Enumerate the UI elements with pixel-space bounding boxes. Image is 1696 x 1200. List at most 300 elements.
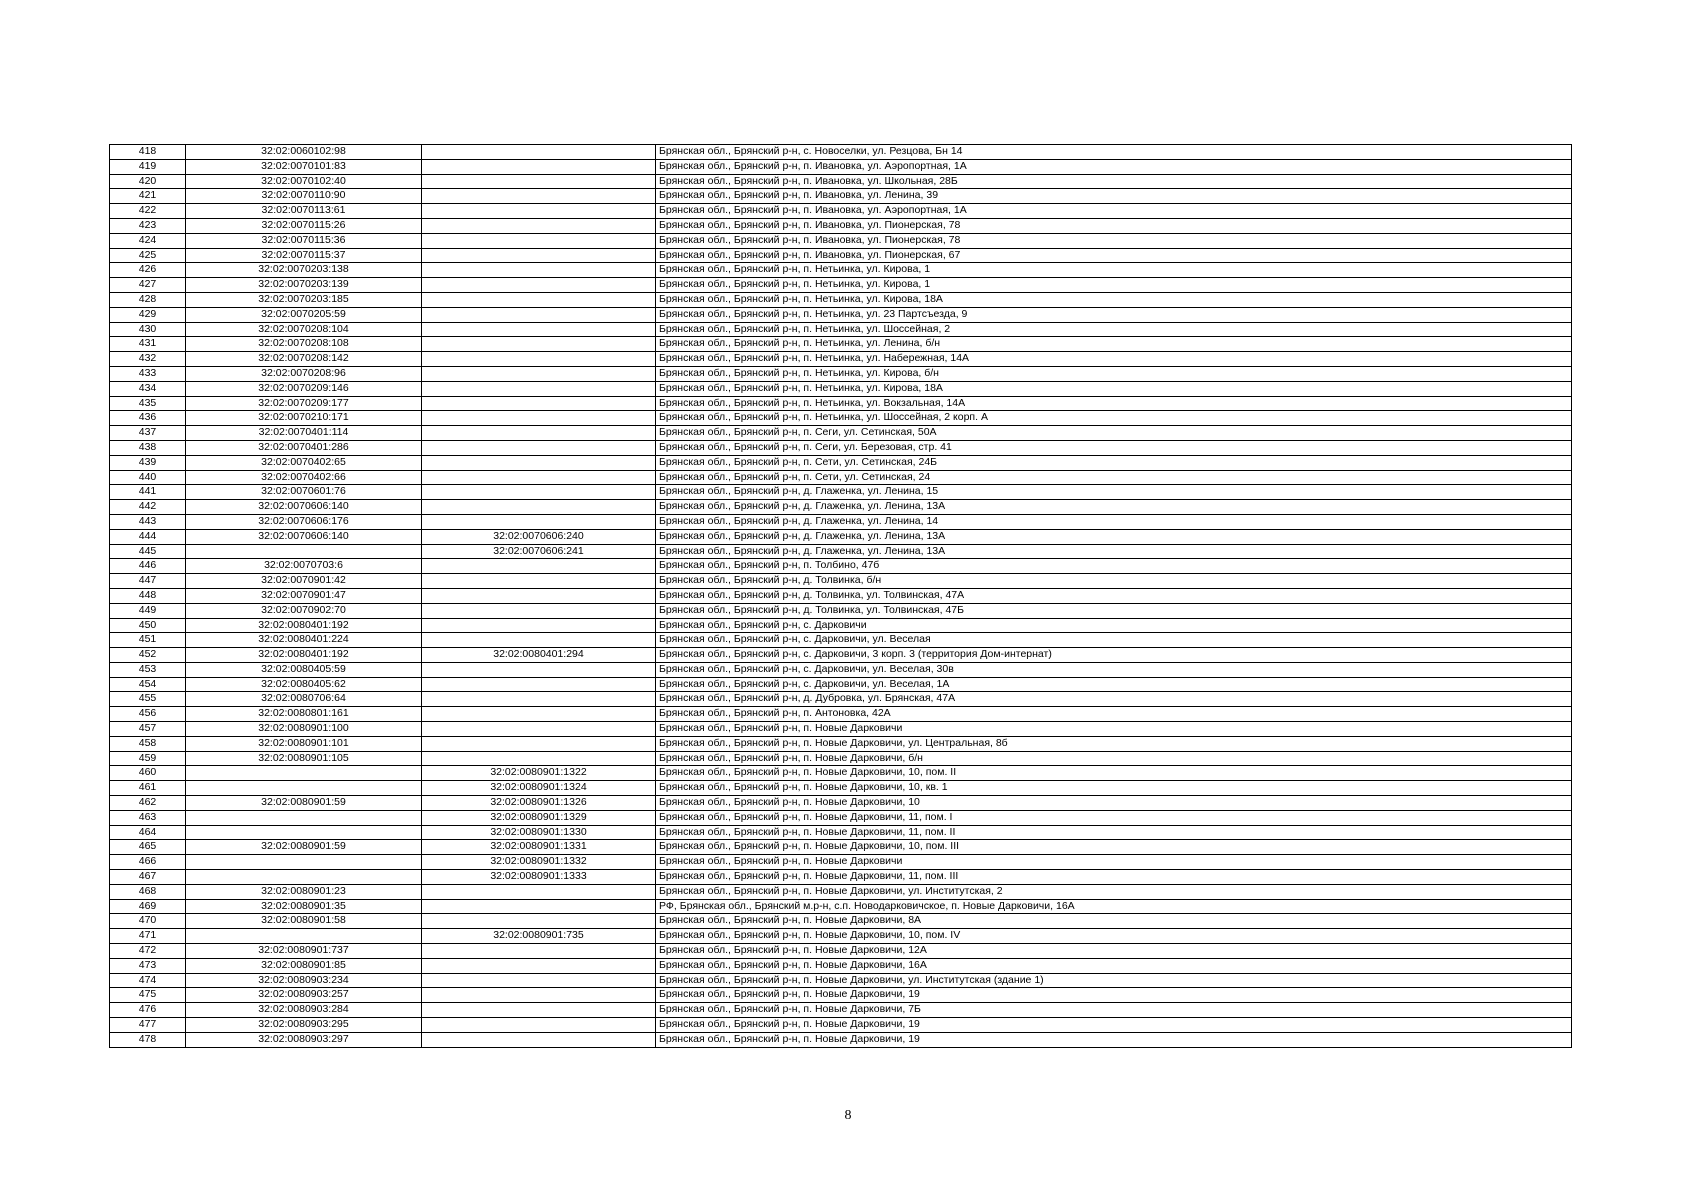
table-row [110,396,1572,411]
address-cell: Брянская обл., Брянский р-н, п. Новые Дарковичи, 8А [656,914,1572,929]
address-cell: Брянская обл., Брянский р-н, п. Нетьинка, ул. Кирова, б/н [656,366,1572,381]
address-cell: Брянская обл., Брянский р-н, с. Дарковичи, ул. Веселая, 1А [656,677,1572,692]
table-row [110,1032,1572,1047]
address-cell: Брянская обл., Брянский р-н, п. Нетьинка, ул. Вокзальная, 14А [656,396,1572,411]
address-cell: Брянская обл., Брянский р-н, п. Ивановка, ул. Пионерская, 78 [656,233,1572,248]
linked-cadastral-number-cell: 32:02:0070606:240 [422,529,656,544]
table-row [110,574,1572,589]
linked-cadastral-number-cell [422,884,656,899]
row-number-cell: 421 [110,189,186,204]
cadastral-number-cell: 32:02:0070115:37 [186,248,422,263]
linked-cadastral-number-cell [422,248,656,263]
table-row [110,233,1572,248]
linked-cadastral-number-cell [422,988,656,1003]
linked-cadastral-number-cell [422,1003,656,1018]
address-cell: Брянская обл., Брянский р-н, д. Толвинка, б/н [656,574,1572,589]
table-row [110,485,1572,500]
address-cell: Брянская обл., Брянский р-н, п. Ивановка, ул. Аэропортная, 1А [656,159,1572,174]
cadastral-number-cell: 32:02:0080405:59 [186,662,422,677]
address-cell: Брянская обл., Брянский р-н, д. Дубровка, ул. Брянская, 47А [656,692,1572,707]
linked-cadastral-number-cell [422,218,656,233]
row-number-cell: 457 [110,722,186,737]
table-row [110,870,1572,885]
address-cell: Брянская обл., Брянский р-н, п. Новые Дарковичи [656,855,1572,870]
table-row [110,914,1572,929]
linked-cadastral-number-cell [422,426,656,441]
table-row [110,470,1572,485]
cadastral-number-cell: 32:02:0080901:100 [186,722,422,737]
cadastral-number-cell: 32:02:0070110:90 [186,189,422,204]
row-number-cell: 436 [110,411,186,426]
linked-cadastral-number-cell: 32:02:0080901:1324 [422,781,656,796]
address-cell: РФ, Брянская обл., Брянский м.р-н, с.п. Новодарковичское, п. Новые Дарковичи, 16А [656,899,1572,914]
linked-cadastral-number-cell: 32:02:0080901:1332 [422,855,656,870]
row-number-cell: 458 [110,736,186,751]
row-number-cell: 478 [110,1032,186,1047]
linked-cadastral-number-cell [422,588,656,603]
linked-cadastral-number-cell [422,396,656,411]
row-number-cell: 465 [110,840,186,855]
linked-cadastral-number-cell [422,958,656,973]
cadastral-number-cell: 32:02:0080903:295 [186,1018,422,1033]
linked-cadastral-number-cell: 32:02:0080901:735 [422,929,656,944]
table-row [110,337,1572,352]
cadastral-number-cell [186,825,422,840]
cadastral-number-cell [186,870,422,885]
row-number-cell: 433 [110,366,186,381]
table-row [110,633,1572,648]
cadastral-number-cell: 32:02:0080401:192 [186,648,422,663]
cadastral-number-cell: 32:02:0070902:70 [186,603,422,618]
table-row [110,352,1572,367]
table-row [110,677,1572,692]
table-row [110,1003,1572,1018]
linked-cadastral-number-cell [422,440,656,455]
linked-cadastral-number-cell [422,381,656,396]
row-number-cell: 438 [110,440,186,455]
linked-cadastral-number-cell [422,662,656,677]
cadastral-number-cell: 32:02:0070901:47 [186,588,422,603]
table-row [110,455,1572,470]
table-row [110,263,1572,278]
address-cell: Брянская обл., Брянский р-н, п. Ивановка, ул. Пионерская, 78 [656,218,1572,233]
cadastral-number-cell: 32:02:0070209:146 [186,381,422,396]
table-row [110,618,1572,633]
linked-cadastral-number-cell [422,944,656,959]
table-row [110,218,1572,233]
table-row [110,973,1572,988]
linked-cadastral-number-cell [422,470,656,485]
linked-cadastral-number-cell: 32:02:0080901:1322 [422,766,656,781]
cadastral-number-cell: 32:02:0080901:85 [186,958,422,973]
linked-cadastral-number-cell: 32:02:0080401:294 [422,648,656,663]
table-row [110,662,1572,677]
row-number-cell: 469 [110,899,186,914]
address-cell: Брянская обл., Брянский р-н, п. Ивановка, ул. Пионерская, 67 [656,248,1572,263]
address-cell: Брянская обл., Брянский р-н, п. Новые Дарковичи, 11, пом. I [656,810,1572,825]
address-cell: Брянская обл., Брянский р-н, п. Ивановка, ул. Школьная, 28Б [656,174,1572,189]
row-number-cell: 474 [110,973,186,988]
address-cell: Брянская обл., Брянский р-н, п. Сети, ул. Сетинская, 24Б [656,455,1572,470]
cadastral-number-cell [186,766,422,781]
address-cell: Брянская обл., Брянский р-н, с. Дарковичи, 3 корп. 3 (территория Дом-интернат) [656,648,1572,663]
address-cell: Брянская обл., Брянский р-н, д. Толвинка, ул. Толвинская, 47Б [656,603,1572,618]
table-row [110,855,1572,870]
cadastral-number-cell [186,544,422,559]
row-number-cell: 470 [110,914,186,929]
table-row [110,411,1572,426]
linked-cadastral-number-cell: 32:02:0080901:1329 [422,810,656,825]
row-number-cell: 472 [110,944,186,959]
address-cell: Брянская обл., Брянский р-н, п. Новые Дарковичи, ул. Центральная, 8б [656,736,1572,751]
table-row [110,736,1572,751]
linked-cadastral-number-cell [422,204,656,219]
table-body [110,145,1572,1048]
address-cell: Брянская обл., Брянский р-н, п. Антоновка, 42А [656,707,1572,722]
row-number-cell: 435 [110,396,186,411]
cadastral-number-cell: 32:02:0070208:108 [186,337,422,352]
row-number-cell: 452 [110,648,186,663]
cadastral-number-cell: 32:02:0070401:286 [186,440,422,455]
linked-cadastral-number-cell: 32:02:0080901:1330 [422,825,656,840]
row-number-cell: 446 [110,559,186,574]
table-row [110,500,1572,515]
linked-cadastral-number-cell [422,722,656,737]
table-row [110,559,1572,574]
cadastral-number-cell: 32:02:0080901:105 [186,751,422,766]
row-number-cell: 434 [110,381,186,396]
row-number-cell: 427 [110,278,186,293]
row-number-cell: 426 [110,263,186,278]
linked-cadastral-number-cell [422,514,656,529]
linked-cadastral-number-cell [422,307,656,322]
linked-cadastral-number-cell [422,189,656,204]
cadastral-number-cell: 32:02:0080901:23 [186,884,422,899]
linked-cadastral-number-cell [422,751,656,766]
linked-cadastral-number-cell [422,263,656,278]
table-row [110,145,1572,160]
table-row [110,692,1572,707]
linked-cadastral-number-cell [422,322,656,337]
cadastral-number-cell: 32:02:0080903:297 [186,1032,422,1047]
cadastral-number-cell: 32:02:0070210:171 [186,411,422,426]
row-number-cell: 445 [110,544,186,559]
row-number-cell: 466 [110,855,186,870]
row-number-cell: 420 [110,174,186,189]
linked-cadastral-number-cell [422,574,656,589]
linked-cadastral-number-cell [422,899,656,914]
address-cell: Брянская обл., Брянский р-н, п. Нетьинка, ул. 23 Партсъезда, 9 [656,307,1572,322]
linked-cadastral-number-cell [422,233,656,248]
address-cell: Брянская обл., Брянский р-н, п. Новые Дарковичи, 10, пом. III [656,840,1572,855]
cadastral-number-cell: 32:02:0070601:76 [186,485,422,500]
row-number-cell: 459 [110,751,186,766]
linked-cadastral-number-cell [422,973,656,988]
table-row [110,292,1572,307]
row-number-cell: 462 [110,796,186,811]
table-row [110,958,1572,973]
cadastral-number-cell: 32:02:0070115:26 [186,218,422,233]
address-cell: Брянская обл., Брянский р-н, п. Новые Дарковичи, 10, пом. II [656,766,1572,781]
cadastral-number-cell: 32:02:0070205:59 [186,307,422,322]
row-number-cell: 424 [110,233,186,248]
linked-cadastral-number-cell [422,337,656,352]
address-cell: Брянская обл., Брянский р-н, п. Новые Дарковичи, ул. Институтская (здание 1) [656,973,1572,988]
address-cell: Брянская обл., Брянский р-н, п. Нетьинка, ул. Кирова, 18А [656,381,1572,396]
address-cell: Брянская обл., Брянский р-н, д. Глаженка, ул. Ленина, 14 [656,514,1572,529]
row-number-cell: 439 [110,455,186,470]
linked-cadastral-number-cell: 32:02:0080901:1326 [422,796,656,811]
linked-cadastral-number-cell [422,1032,656,1047]
linked-cadastral-number-cell [422,352,656,367]
address-cell: Брянская обл., Брянский р-н, д. Глаженка, ул. Ленина, 13А [656,529,1572,544]
address-cell: Брянская обл., Брянский р-н, д. Глаженка, ул. Ленина, 13А [656,544,1572,559]
linked-cadastral-number-cell [422,145,656,160]
row-number-cell: 448 [110,588,186,603]
linked-cadastral-number-cell [422,736,656,751]
row-number-cell: 471 [110,929,186,944]
table-row [110,825,1572,840]
linked-cadastral-number-cell [422,618,656,633]
table-row [110,648,1572,663]
table-row [110,929,1572,944]
row-number-cell: 441 [110,485,186,500]
row-number-cell: 450 [110,618,186,633]
cadastral-number-cell: 32:02:0080706:64 [186,692,422,707]
address-cell: Брянская обл., Брянский р-н, п. Сети, ул. Сетинская, 24 [656,470,1572,485]
row-number-cell: 432 [110,352,186,367]
row-number-cell: 463 [110,810,186,825]
linked-cadastral-number-cell [422,677,656,692]
row-number-cell: 467 [110,870,186,885]
table-row [110,514,1572,529]
table-row [110,781,1572,796]
address-cell: Брянская обл., Брянский р-н, с. Дарковичи [656,618,1572,633]
address-cell: Брянская обл., Брянский р-н, п. Новые Дарковичи, 19 [656,1018,1572,1033]
row-number-cell: 419 [110,159,186,174]
table-row [110,529,1572,544]
table-row [110,988,1572,1003]
cadastral-number-cell: 32:02:0070101:83 [186,159,422,174]
linked-cadastral-number-cell [422,500,656,515]
cadastral-number-cell: 32:02:0070102:40 [186,174,422,189]
cadastral-number-cell: 32:02:0070606:140 [186,529,422,544]
address-cell: Брянская обл., Брянский р-н, п. Нетьинка, ул. Набережная, 14А [656,352,1572,367]
linked-cadastral-number-cell: 32:02:0080901:1333 [422,870,656,885]
address-cell: Брянская обл., Брянский р-н, п. Новые Дарковичи, 10 [656,796,1572,811]
cadastral-number-cell: 32:02:0070401:114 [186,426,422,441]
table-row [110,322,1572,337]
row-number-cell: 440 [110,470,186,485]
address-cell: Брянская обл., Брянский р-н, п. Нетьинка, ул. Ленина, б/н [656,337,1572,352]
row-number-cell: 418 [110,145,186,160]
table-row [110,899,1572,914]
cadastral-number-cell: 32:02:0070203:185 [186,292,422,307]
cadastral-number-cell: 32:02:0070703:6 [186,559,422,574]
row-number-cell: 451 [110,633,186,648]
table-row [110,426,1572,441]
cadastral-number-cell: 32:02:0080901:58 [186,914,422,929]
row-number-cell: 443 [110,514,186,529]
cadastral-number-cell: 32:02:0080901:59 [186,840,422,855]
table-row [110,707,1572,722]
address-cell: Брянская обл., Брянский р-н, п. Новые Дарковичи [656,722,1572,737]
cadastral-number-cell [186,855,422,870]
address-cell: Брянская обл., Брянский р-н, п. Толбино, 47б [656,559,1572,574]
cadastral-number-cell: 32:02:0070115:36 [186,233,422,248]
address-cell: Брянская обл., Брянский р-н, п. Нетьинка, ул. Кирова, 18А [656,292,1572,307]
address-cell: Брянская обл., Брянский р-н, д. Толвинка, ул. Толвинская, 47А [656,588,1572,603]
linked-cadastral-number-cell [422,707,656,722]
linked-cadastral-number-cell: 32:02:0070606:241 [422,544,656,559]
cadastral-number-cell: 32:02:0080901:101 [186,736,422,751]
table-row [110,366,1572,381]
cadastral-number-cell: 32:02:0080401:192 [186,618,422,633]
page-number: 8 [844,1108,852,1123]
address-cell: Брянская обл., Брянский р-н, п. Новые Дарковичи, 12А [656,944,1572,959]
linked-cadastral-number-cell [422,485,656,500]
row-number-cell: 447 [110,574,186,589]
row-number-cell: 453 [110,662,186,677]
address-cell: Брянская обл., Брянский р-н, п. Новые Дарковичи, ул. Институтская, 2 [656,884,1572,899]
address-cell: Брянская обл., Брянский р-н, п. Нетьинка, ул. Шоссейная, 2 [656,322,1572,337]
linked-cadastral-number-cell [422,603,656,618]
cadastral-number-cell [186,810,422,825]
cadastral-number-cell: 32:02:0080903:257 [186,988,422,1003]
table-row [110,884,1572,899]
row-number-cell: 430 [110,322,186,337]
table-row [110,840,1572,855]
table-row [110,544,1572,559]
address-cell: Брянская обл., Брянский р-н, п. Нетьинка, ул. Кирова, 1 [656,278,1572,293]
cadastral-table [109,144,1572,1048]
cadastral-number-cell: 32:02:0070402:65 [186,455,422,470]
row-number-cell: 442 [110,500,186,515]
row-number-cell: 423 [110,218,186,233]
table-row [110,248,1572,263]
linked-cadastral-number-cell [422,914,656,929]
cadastral-number-cell: 32:02:0070208:104 [186,322,422,337]
address-cell: Брянская обл., Брянский р-н, с. Дарковичи, ул. Веселая, 30в [656,662,1572,677]
linked-cadastral-number-cell [422,174,656,189]
address-cell: Брянская обл., Брянский р-н, п. Новые Дарковичи, 19 [656,1032,1572,1047]
linked-cadastral-number-cell [422,559,656,574]
row-number-cell: 464 [110,825,186,840]
cadastral-number-cell: 32:02:0070402:66 [186,470,422,485]
address-cell: Брянская обл., Брянский р-н, п. Новые Дарковичи, 10, кв. 1 [656,781,1572,796]
cadastral-number-cell: 32:02:0070606:176 [186,514,422,529]
address-cell: Брянская обл., Брянский р-н, п. Новые Дарковичи, 19 [656,988,1572,1003]
linked-cadastral-number-cell [422,411,656,426]
table-row [110,189,1572,204]
address-cell: Брянская обл., Брянский р-н, п. Новые Дарковичи, б/н [656,751,1572,766]
row-number-cell: 444 [110,529,186,544]
cadastral-number-cell: 32:02:0080901:737 [186,944,422,959]
row-number-cell: 456 [110,707,186,722]
address-cell: Брянская обл., Брянский р-н, с. Дарковичи, ул. Веселая [656,633,1572,648]
cadastral-number-cell [186,781,422,796]
table-row [110,588,1572,603]
address-cell: Брянская обл., Брянский р-н, п. Новые Дарковичи, 10, пом. IV [656,929,1572,944]
linked-cadastral-number-cell [422,1018,656,1033]
row-number-cell: 437 [110,426,186,441]
row-number-cell: 461 [110,781,186,796]
table-row [110,440,1572,455]
row-number-cell: 449 [110,603,186,618]
cadastral-number-cell: 32:02:0070203:139 [186,278,422,293]
row-number-cell: 429 [110,307,186,322]
table-row [110,174,1572,189]
row-number-cell: 455 [110,692,186,707]
address-cell: Брянская обл., Брянский р-н, п. Новые Дарковичи, 16А [656,958,1572,973]
cadastral-number-cell: 32:02:0070208:96 [186,366,422,381]
row-number-cell: 454 [110,677,186,692]
cadastral-number-cell: 32:02:0080401:224 [186,633,422,648]
cadastral-number-cell: 32:02:0080901:59 [186,796,422,811]
address-cell: Брянская обл., Брянский р-н, п. Новые Дарковичи, 11, пом. III [656,870,1572,885]
cadastral-number-cell: 32:02:0070203:138 [186,263,422,278]
cadastral-number-cell: 32:02:0070606:140 [186,500,422,515]
table-row [110,751,1572,766]
table-row [110,381,1572,396]
table-row [110,307,1572,322]
table-row [110,278,1572,293]
table-row [110,159,1572,174]
table-row [110,796,1572,811]
cadastral-number-cell: 32:02:0070209:177 [186,396,422,411]
table-row [110,944,1572,959]
address-cell: Брянская обл., Брянский р-н, п. Ивановка, ул. Аэропортная, 1А [656,204,1572,219]
table-row [110,722,1572,737]
row-number-cell: 473 [110,958,186,973]
linked-cadastral-number-cell [422,159,656,174]
row-number-cell: 431 [110,337,186,352]
address-cell: Брянская обл., Брянский р-н, п. Нетьинка, ул. Шоссейная, 2 корп. А [656,411,1572,426]
linked-cadastral-number-cell [422,292,656,307]
address-cell: Брянская обл., Брянский р-н, п. Ивановка, ул. Ленина, 39 [656,189,1572,204]
address-cell: Брянская обл., Брянский р-н, п. Сеги, ул. Березовая, стр. 41 [656,440,1572,455]
address-cell: Брянская обл., Брянский р-н, п. Сеги, ул. Сетинская, 50А [656,426,1572,441]
row-number-cell: 475 [110,988,186,1003]
cadastral-number-cell: 32:02:0080405:62 [186,677,422,692]
table-row [110,603,1572,618]
row-number-cell: 468 [110,884,186,899]
cadastral-number-cell: 32:02:0080801:161 [186,707,422,722]
cadastral-number-cell: 32:02:0080903:234 [186,973,422,988]
linked-cadastral-number-cell [422,692,656,707]
cadastral-number-cell: 32:02:0070113:61 [186,204,422,219]
cadastral-number-cell: 32:02:0080903:284 [186,1003,422,1018]
table-row [110,766,1572,781]
row-number-cell: 460 [110,766,186,781]
row-number-cell: 476 [110,1003,186,1018]
row-number-cell: 422 [110,204,186,219]
row-number-cell: 425 [110,248,186,263]
row-number-cell: 428 [110,292,186,307]
linked-cadastral-number-cell [422,633,656,648]
address-cell: Брянская обл., Брянский р-н, п. Новые Дарковичи, 7Б [656,1003,1572,1018]
address-cell: Брянская обл., Брянский р-н, п. Новые Дарковичи, 11, пом. II [656,825,1572,840]
table-row [110,810,1572,825]
cadastral-number-cell [186,929,422,944]
row-number-cell: 477 [110,1018,186,1033]
address-cell: Брянская обл., Брянский р-н, д. Глаженка, ул. Ленина, 15 [656,485,1572,500]
address-cell: Брянская обл., Брянский р-н, с. Новоселки, ул. Резцова, Бн 14 [656,145,1572,160]
address-cell: Брянская обл., Брянский р-н, д. Глаженка, ул. Ленина, 13А [656,500,1572,515]
cadastral-number-cell: 32:02:0070901:42 [186,574,422,589]
table-row [110,204,1572,219]
cadastral-number-cell: 32:02:0080901:35 [186,899,422,914]
